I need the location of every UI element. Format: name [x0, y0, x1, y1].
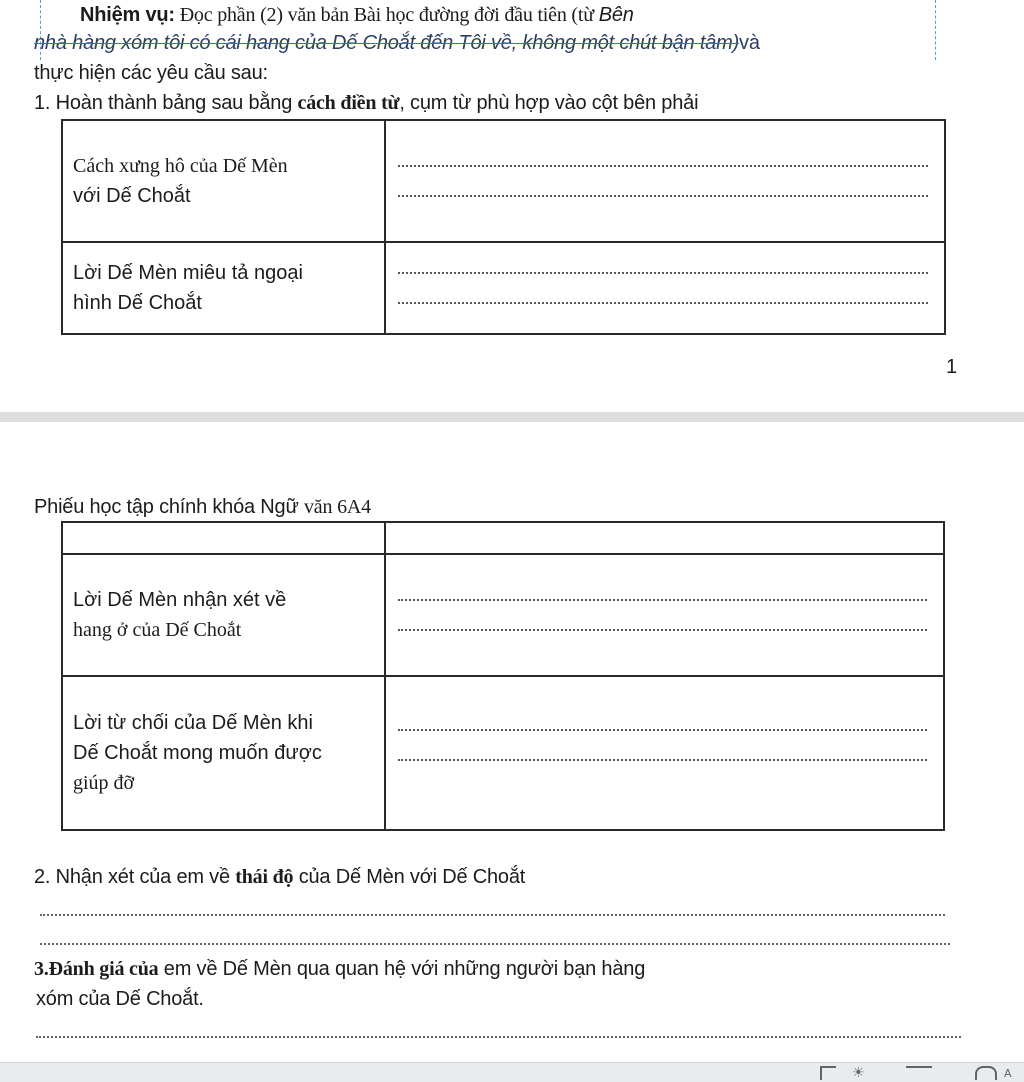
margin-guide-right: [935, 0, 936, 60]
table-row: [62, 676, 944, 830]
row-label: [62, 120, 385, 242]
answer-table-1: [61, 119, 946, 335]
table-row: [62, 242, 945, 334]
row-label-line: Lời Dế Mèn nhận xét về: [73, 589, 287, 611]
row-label-line: Lời Dế Mèn miêu tả ngoại: [73, 262, 303, 284]
row-label: [62, 676, 385, 830]
task-line-3: thực hiện các yêu cầu sau:: [34, 62, 268, 84]
question-3: [34, 958, 645, 981]
answer-line-q2-1[interactable]: [40, 914, 945, 916]
q2-text-post: của Dế Mèn với Dế Choắt: [293, 866, 526, 888]
question-3-line-2: xóm của Dế Choắt.: [36, 988, 204, 1010]
q2-bold: thái độ: [235, 866, 294, 888]
task-label: Nhiệm vụ:: [80, 4, 175, 26]
page-number: 1: [946, 356, 958, 378]
row-label-line: giúp đỡ: [73, 772, 135, 794]
two-page-icon[interactable]: [906, 1066, 932, 1080]
q1-text: 1. Hoàn thành bảng sau bằng: [34, 92, 298, 114]
answer-cell[interactable]: [385, 522, 944, 554]
q2-text: 2. Nhận xét của em về: [34, 866, 236, 888]
answer-cell[interactable]: [385, 120, 945, 242]
answer-line-q2-2[interactable]: [40, 943, 950, 945]
q1-text-post: , cụm từ phù hợp vào cột bên phải: [399, 92, 699, 114]
header-class: văn 6A4: [304, 496, 371, 518]
row-label-line: với Dế Choắt: [73, 185, 191, 207]
row-label-line: hình Dế Choắt: [73, 292, 202, 314]
row-label-line: Lời từ chối của Dế Mèn khi: [73, 712, 313, 734]
question-1: [34, 92, 698, 115]
task-line-2: [34, 32, 760, 55]
reading-mode-icon-part: A: [1004, 1067, 1012, 1080]
row-label: [62, 522, 385, 554]
answer-line-q3[interactable]: [36, 1036, 961, 1038]
page-separator: [0, 412, 1024, 422]
task-italic: Bên: [598, 4, 634, 26]
task-line-2-tail: và: [739, 32, 760, 54]
table-row: [62, 120, 945, 242]
reading-mode-icon[interactable]: [975, 1066, 997, 1080]
page-header: [34, 496, 371, 519]
task-line-1: [80, 4, 634, 27]
table-row: [62, 522, 944, 554]
q3-bold: 3.Đánh giá của: [34, 958, 159, 980]
q1-bold: cách điền từ: [297, 92, 400, 114]
viewer-toolbar: [0, 1062, 1024, 1082]
page-1: [0, 0, 1024, 412]
task-line-2-text: nhà hàng xóm tôi có cái hang của Dế Choắt đến Tôi về, không một chút bận tâm): [34, 32, 740, 54]
row-label-line: Cách xưng hô của Dế Mèn: [73, 155, 288, 177]
answer-cell[interactable]: [385, 242, 945, 334]
answer-cell[interactable]: [385, 554, 944, 676]
task-text: Đọc phần (2) văn bản Bài học đường đời đầu tiên (từ: [174, 4, 599, 26]
row-label: [62, 242, 385, 334]
row-label-line: hang ở của Dế Choắt: [73, 619, 242, 641]
page-2: [0, 422, 1024, 1062]
answer-table-2: [61, 521, 945, 831]
row-label: [62, 554, 385, 676]
answer-cell[interactable]: [385, 676, 944, 830]
fit-page-icon[interactable]: [820, 1066, 836, 1080]
row-label-line: Dế Choắt mong muốn được: [73, 742, 322, 764]
brightness-icon[interactable]: ☀: [852, 1065, 865, 1081]
question-2: [34, 866, 525, 889]
header-text: Phiếu học tập chính khóa Ngữ: [34, 496, 304, 518]
q3-text: em về Dế Mèn qua quan hệ với những người bạn hàng: [158, 958, 646, 980]
table-row: [62, 554, 944, 676]
